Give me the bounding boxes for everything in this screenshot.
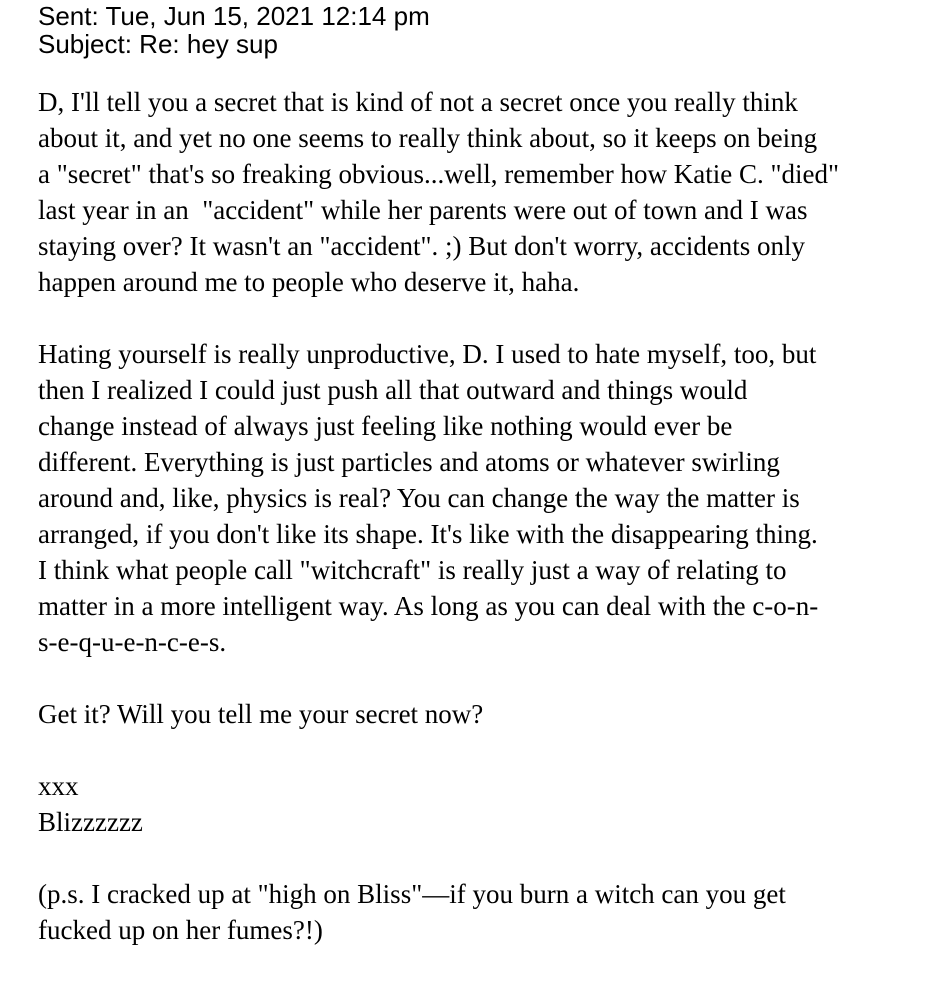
signature-name: Blizzzzzz — [38, 807, 143, 837]
body-line: about it, and yet no one seems to really think about, so it keeps on being — [38, 123, 818, 153]
body-line: around and, like, physics is real? You can change the way the matter is — [38, 483, 800, 513]
paragraph-secret — [38, 84, 924, 300]
body-line: Get it? Will you tell me your secret now? — [38, 699, 484, 729]
email-header — [38, 2, 924, 58]
email-subject-line: Subject: Re: hey sup — [38, 29, 278, 59]
body-line: a "secret" that's so freaking obvious...well, remember how Katie C. "died" — [38, 159, 839, 189]
email-sent-line: Sent: Tue, Jun 15, 2021 12:14 pm — [38, 1, 430, 31]
body-line: different. Everything is just particles and atoms or whatever swirling — [38, 447, 780, 477]
signature-block — [38, 768, 924, 840]
body-line: Hating yourself is really unproductive, D. I used to hate myself, too, but — [38, 339, 817, 369]
body-line: last year in an "accident" while her parents were out of town and I was — [38, 195, 808, 225]
body-line: staying over? It wasn't an "accident". ;) But don't worry, accidents only — [38, 231, 806, 261]
body-line: change instead of always just feeling like nothing would ever be — [38, 411, 733, 441]
paragraph-question — [38, 696, 924, 732]
email-body — [38, 84, 924, 948]
body-line: D, I'll tell you a secret that is kind of not a secret once you really think — [38, 87, 798, 117]
body-line: s-e-q-u-e-n-c-e-s. — [38, 627, 227, 657]
body-line: (p.s. I cracked up at "high on Bliss"—if you burn a witch can you get — [38, 879, 786, 909]
body-line: I think what people call "witchcraft" is really just a way of relating to — [38, 555, 787, 585]
body-line: then I realized I could just push all that outward and things would — [38, 375, 748, 405]
body-line: matter in a more intelligent way. As long as you can deal with the c-o-n- — [38, 591, 819, 621]
postscript-block — [38, 876, 924, 948]
body-line: fucked up on her fumes?!) — [38, 915, 323, 945]
paragraph-hating-yourself — [38, 336, 924, 660]
body-line: happen around me to people who deserve it, haha. — [38, 267, 580, 297]
body-line: arranged, if you don't like its shape. It's like with the disappearing thing. — [38, 519, 818, 549]
signature-kisses: xxx — [38, 771, 79, 801]
